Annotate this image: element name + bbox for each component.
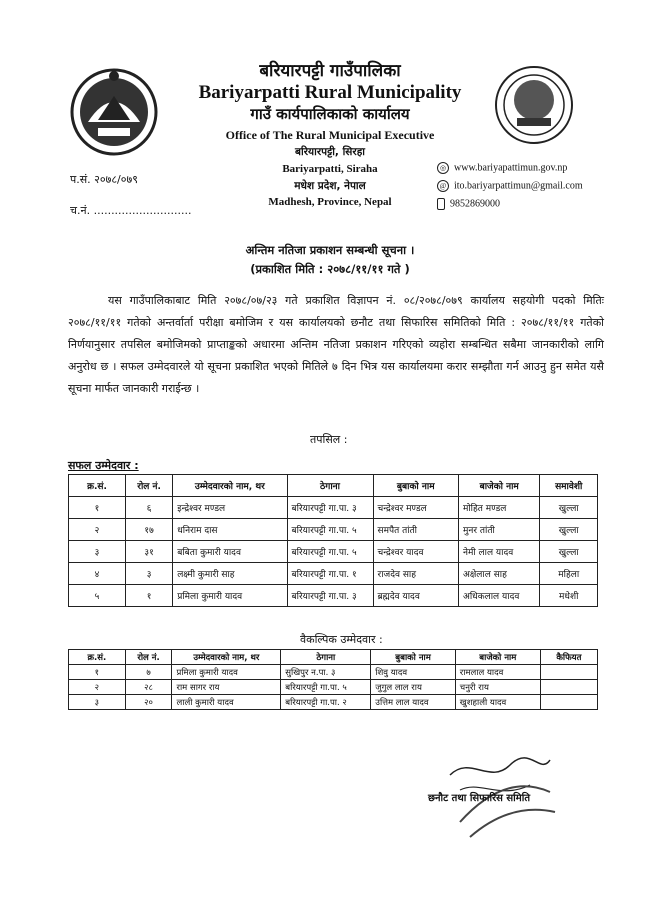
cell: लक्ष्मी कुमारी साह	[173, 563, 287, 585]
cell: २०	[125, 695, 172, 710]
exec-office-np: गाउँ कार्यपालिकाको कार्यालय	[250, 105, 410, 123]
province-np: मधेश प्रदेश, नेपाल	[294, 180, 366, 192]
table-row	[69, 497, 598, 519]
cell: खुल्ला	[540, 497, 598, 519]
website-line	[437, 162, 567, 174]
cell: ब्रह्मदेव यादव	[373, 585, 458, 607]
notice-date: (प्रकाशित मिति : २०७८/११/११ गते )	[250, 262, 410, 276]
email-line	[437, 180, 583, 192]
cell: बरियारपट्टी गा.पा. २	[281, 695, 371, 710]
cell: बबिता कुमारी यादव	[173, 541, 287, 563]
table-header-row	[69, 475, 598, 497]
cell: ३	[126, 563, 173, 585]
cell: महिला	[540, 563, 598, 585]
col-sn: क्र.सं.	[69, 650, 126, 665]
table-row	[69, 695, 598, 710]
cell: प्रमिला कुमारी यादव	[173, 585, 287, 607]
cell: राम सागर राय	[172, 680, 281, 695]
col-sn: क्र.सं.	[69, 475, 126, 497]
col-roll: रोल नं.	[125, 650, 172, 665]
col-grandfather: बाजेको नाम	[458, 475, 539, 497]
col-address: ठेगाना	[287, 475, 373, 497]
notice-body: यस गाउँपालिकाबाट मिति २०७८/०७/२३ गते प्रकाशित विज्ञापन नं. ०८/२०७८/०७९ कार्यालय सहयोगी पदको मितिः २०७८/११/११ गतेको अन्तर्वार्ता परीक्षा बमोजिम र यस कार्यालयको छनौट तथा सिफारिस समितिको मिति : २०७८/११/११ गतेको निर्णयानुसार तपसिल बमोजिमको प्राप्ताङ्कको अधारमा अन्तिम नतिजा प्रकाशन गरिएको व्यहोरा सम्बन्धित सबैमा जानकारीको लागि अनुरोध छ । सफल उम्मेदवारले यो सूचना प्रकाशित भएको मितिले ७ दिन भित्र यस कार्यालयमा करार सम्झौता गर्न आउनु हुन समेत यसै सूचना मार्फत जानकारी गराईन्छ ।	[68, 294, 604, 395]
cell: खुल्ला	[540, 541, 598, 563]
office-name-en: Bariyarpatti Rural Municipality	[198, 82, 462, 103]
cell: अधिकलाल यादव	[458, 585, 539, 607]
email-text: ito.bariyarpattimun@gmail.com	[454, 180, 583, 192]
cell: राजदेव साह	[373, 563, 458, 585]
cell: प्रमिला कुमारी यादव	[172, 665, 281, 680]
col-remarks: कैफियत	[540, 650, 597, 665]
dispatch-number: च.नं. ............................	[70, 204, 192, 217]
cell: ४	[69, 563, 126, 585]
col-address: ठेगाना	[281, 650, 371, 665]
cell: चन्द्रेश्वर मण्डल	[373, 497, 458, 519]
province-en: Madhesh, Province, Nepal	[268, 196, 392, 208]
cell: ३	[69, 541, 126, 563]
table-row	[69, 680, 598, 695]
place-en: Bariyarpatti, Siraha	[282, 163, 378, 175]
table-row	[69, 665, 598, 680]
tapasil-label: तपसिल :	[310, 433, 348, 446]
cell: बरियारपट्टी गा.पा. ५	[287, 519, 373, 541]
place-np: बरियारपट्टी, सिरहा	[295, 146, 365, 158]
cell: नेमी लाल यादव	[458, 541, 539, 563]
cell: मुनर तांती	[458, 519, 539, 541]
table-row	[69, 519, 598, 541]
table-row	[69, 563, 598, 585]
col-inclusion: समावेशी	[540, 475, 598, 497]
successful-table	[68, 474, 598, 607]
cell: शिवु यादव	[371, 665, 456, 680]
cell	[540, 665, 597, 680]
cell	[540, 695, 597, 710]
cell: उत्तिम लाल यादव	[371, 695, 456, 710]
exec-office-en: Office of The Rural Municipal Executive	[225, 128, 435, 142]
col-roll: रोल नं.	[126, 475, 173, 497]
alternate-table	[68, 649, 598, 710]
cell: ६	[126, 497, 173, 519]
cell	[540, 680, 597, 695]
nepal-emblem-logo	[68, 62, 160, 162]
cell: रामलाल यादव	[455, 665, 540, 680]
cell: ५	[69, 585, 126, 607]
cell: अक्षेलाल साह	[458, 563, 539, 585]
cell: समपैत तांती	[373, 519, 458, 541]
cell: खुशहाली यादव	[455, 695, 540, 710]
alternate-label: वैकल्पिक उम्मेदवार :	[300, 633, 383, 646]
cell: १	[126, 585, 173, 607]
cell: मधेशी	[540, 585, 598, 607]
col-name: उम्मेदवारको नाम, थर	[172, 650, 281, 665]
cell: २	[69, 519, 126, 541]
cell: चन्द्रेश्वर यादव	[373, 541, 458, 563]
phone-line	[437, 198, 500, 210]
cell: जुगुल लाल राय	[371, 680, 456, 695]
cell: बरियारपट्टी गा.पा. १	[287, 563, 373, 585]
cell: बरियारपट्टी गा.पा. ३	[287, 585, 373, 607]
successful-label: सफल उम्मेदवार :	[68, 459, 139, 472]
cell: बरियारपट्टी गा.पा. ३	[287, 497, 373, 519]
email-icon: @	[437, 180, 449, 192]
office-name-np: बरियारपट्टी गाउँपालिका	[259, 61, 401, 81]
cell: १	[69, 497, 126, 519]
table-header-row	[69, 650, 598, 665]
cell: लाली कुमारी यादव	[172, 695, 281, 710]
cell: चनुरी राय	[455, 680, 540, 695]
cell: मोहित मण्डल	[458, 497, 539, 519]
table-row	[69, 585, 598, 607]
phone-text: 9852869000	[450, 198, 500, 210]
table-row	[69, 541, 598, 563]
col-father: बुबाको नाम	[371, 650, 456, 665]
col-father: बुबाको नाम	[373, 475, 458, 497]
signature-text: छनौट तथा सिफारिस समिति	[428, 793, 531, 804]
cell: बरियारपट्टी गा.पा. ५	[281, 680, 371, 695]
reference-number: प.सं. २०७८/०७९	[70, 173, 138, 186]
cell: खुल्ला	[540, 519, 598, 541]
col-grandfather: बाजेको नाम	[455, 650, 540, 665]
cell: बरियारपट्टी गा.पा. ५	[287, 541, 373, 563]
cell: ३१	[126, 541, 173, 563]
cell: १७	[126, 519, 173, 541]
col-name: उम्मेदवारको नाम, थर	[173, 475, 287, 497]
cell: सुखिपुर न.पा. ३	[281, 665, 371, 680]
cell: धनिराम दास	[173, 519, 287, 541]
website-text: www.bariyapattimun.gov.np	[454, 162, 568, 174]
phone-icon	[437, 198, 445, 210]
notice-title: अन्तिम नतिजा प्रकाशन सम्बन्धी सूचना ।	[245, 243, 415, 257]
cell: १	[69, 665, 126, 680]
cell: ७	[125, 665, 172, 680]
globe-icon: ◎	[437, 162, 449, 174]
cell: इन्द्रेश्वर मण्डल	[173, 497, 287, 519]
cell: ३	[69, 695, 126, 710]
cell: २	[69, 680, 126, 695]
cell: २८	[125, 680, 172, 695]
